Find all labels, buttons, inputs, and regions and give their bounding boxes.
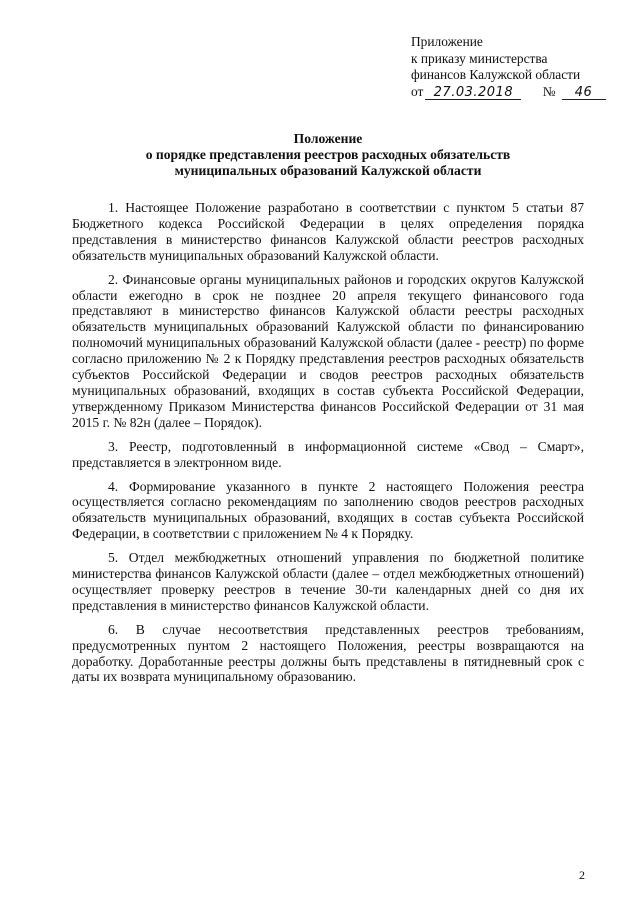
- title-line-1: Положение: [293, 131, 363, 146]
- appendix-date-row: [411, 84, 611, 101]
- paragraph-4: 4. Формирование указанного в пункте 2 настоящего Положения реестра осуществляется согласно рекомендациям по заполнению сводов реестров расходных обязательств муниципальных образований, входящих в состав субъекта Российской Федерации, в соответствии с приложением № 4 к Порядку.: [72, 478, 584, 542]
- handwritten-order-number: 46: [562, 86, 606, 100]
- title-line-3: муниципальных образований Калужской области: [174, 163, 482, 178]
- paragraph-3: 3. Реестр, подготовленный в информационной системе «Свод – Смарт», представляется в электронном виде.: [72, 438, 584, 470]
- document-body: [72, 200, 584, 693]
- paragraph-2: 2. Финансовые органы муниципальных районов и городских округов Калужской области ежегодно в срок не позднее 20 апреля текущего финансового года представляют в министерство финансов Калужской области реестры расходных обязательств муниципальных образований Калужской области по финансированию полномочий муниципальных образований Калужской области (далее - реестр) по форме согласно приложению № 2 к Порядку представления реестров расходных обязательств субъектов Российской Федерации и сводов реестров расходных обязательств муниципальных образований, входящих в состав субъекта Российской Федерации, утвержденному Приказом Министерства финансов Российской Федерации от 31 мая 2015 г. № 82н (далее – Порядок).: [72, 271, 584, 430]
- appendix-line-1: Приложение: [411, 34, 483, 49]
- date-prefix: от: [411, 83, 424, 99]
- paragraph-6: 6. В случае несоответствия представленных реестров требованиям, предусмотренных пунтом 2 настоящего Положения, реестры возвращаются на доработку. Доработанные реестры должны быть представлены в пятидневный срок с даты их возврата муниципальному образованию.: [72, 621, 584, 685]
- document-title: [72, 131, 584, 179]
- paragraph-5: 5. Отдел межбюджетных отношений управления по бюджетной политике министерства финансов Калужской области (далее – отдел межбюджетных отношений) осуществляет проверку реестров в течение 30-ти календарных дней со дня их представления в министерство финансов Калужской области.: [72, 550, 584, 613]
- handwritten-date: 27.03.2018: [425, 86, 521, 100]
- number-prefix: №: [542, 83, 556, 99]
- paragraph-1: 1. Настоящее Положение разработано в соответствии с пунктом 5 статьи 87 Бюджетного кодекса Российской Федерации в целях определения порядка представления в министерство финансов Калужской области реестров расходных обязательств муниципальных образований Калужской области.: [72, 200, 584, 263]
- appendix-line-3: финансов Калужской области: [411, 67, 581, 82]
- page-number: 2: [579, 868, 585, 882]
- appendix-header: [411, 34, 611, 100]
- appendix-line-2: к приказу министерства: [411, 50, 548, 66]
- title-line-2: о порядке представления реестров расходных обязательств: [145, 147, 511, 162]
